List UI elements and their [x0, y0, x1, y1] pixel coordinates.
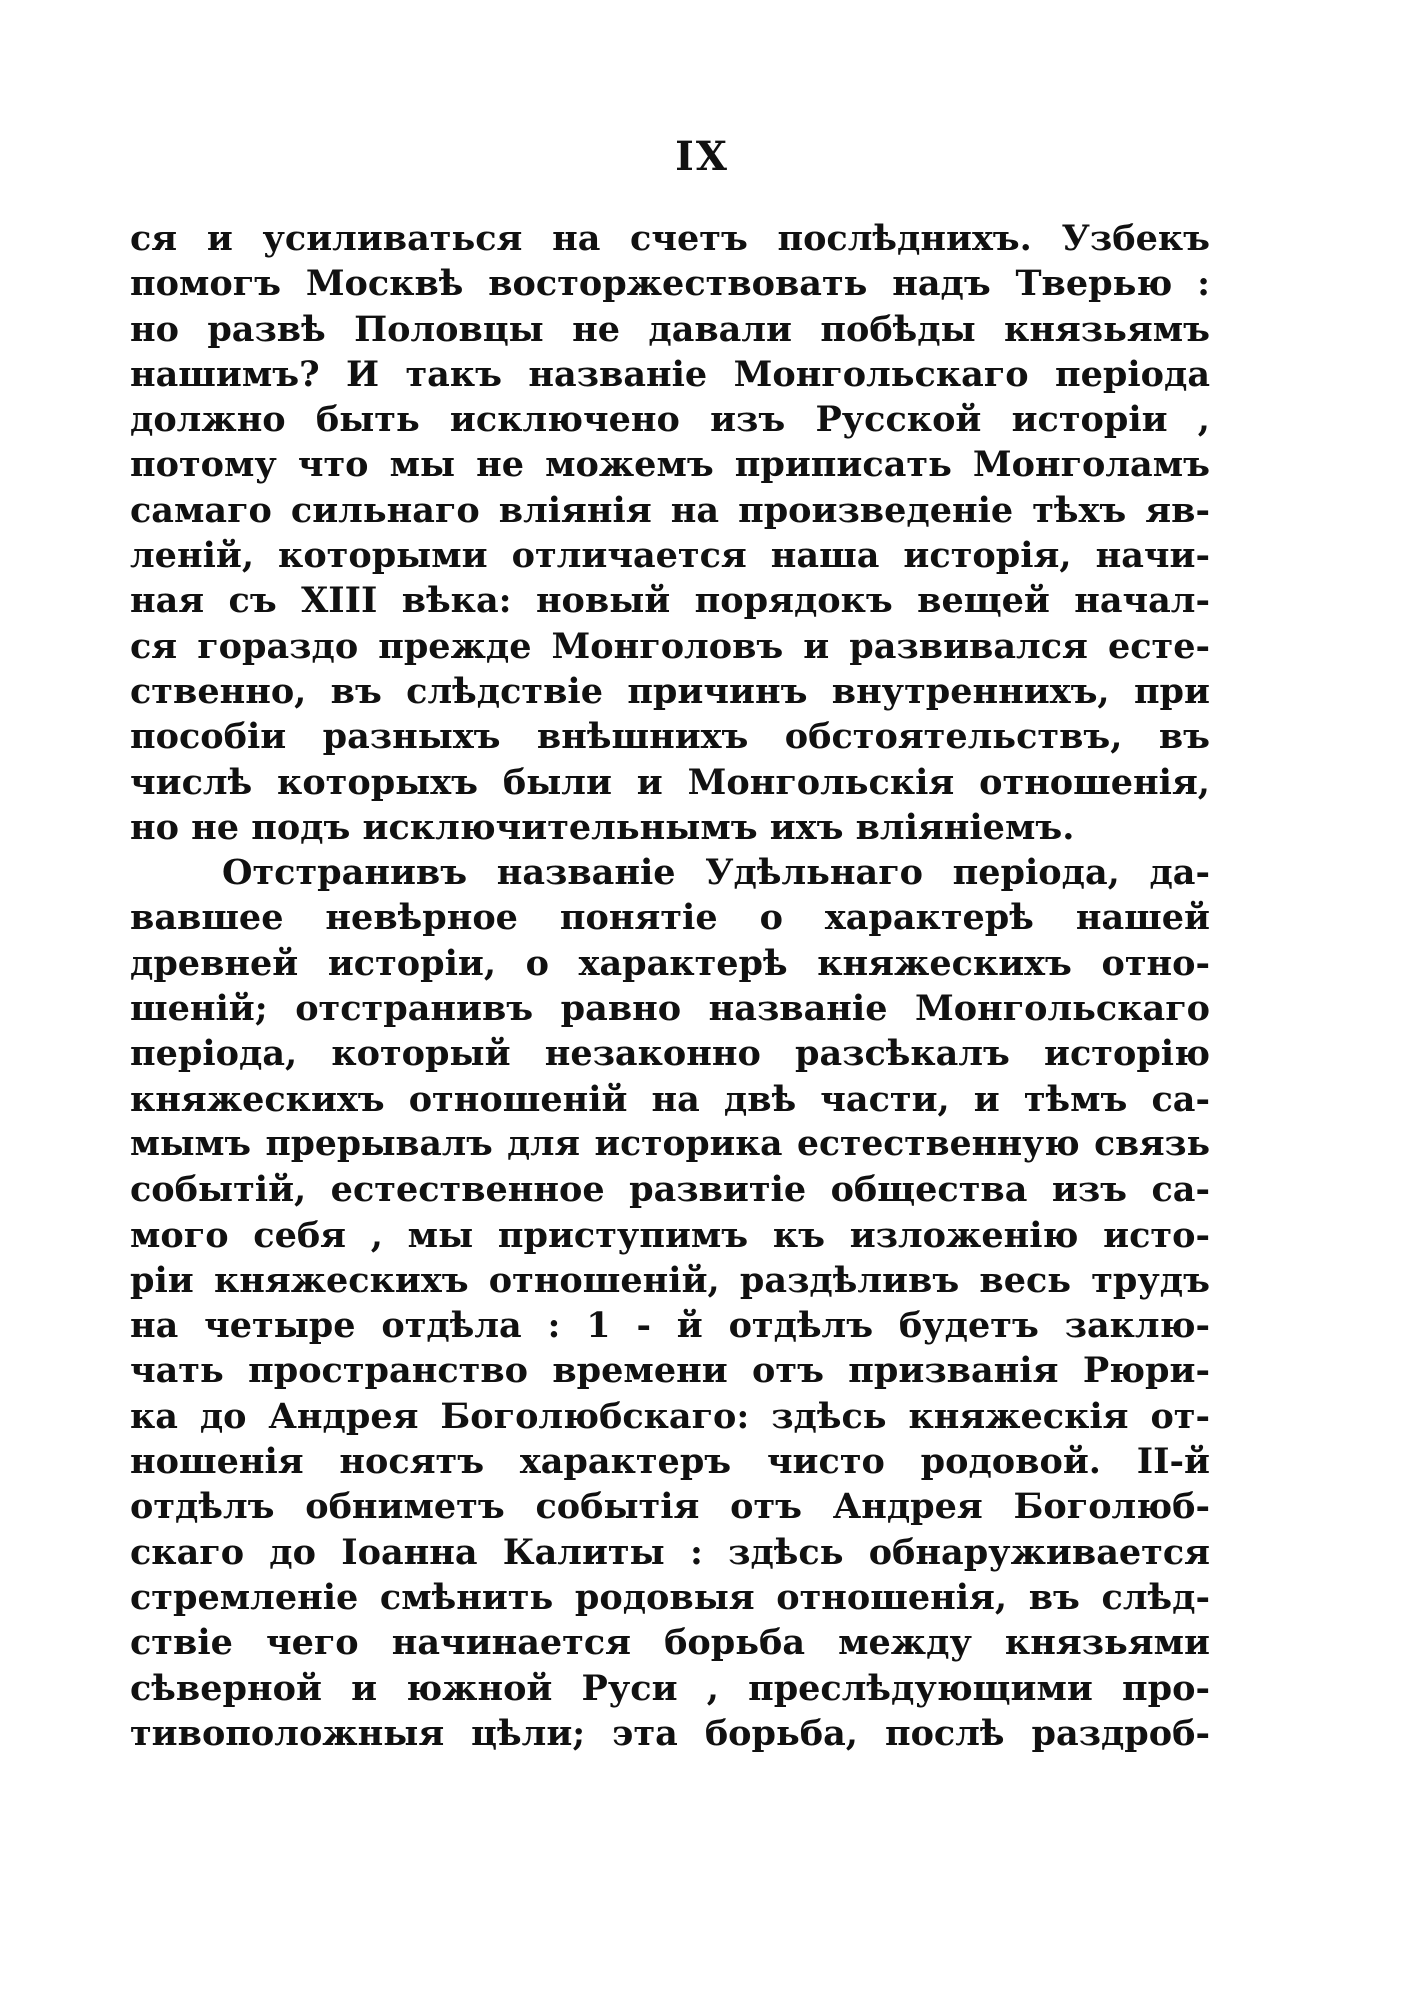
body-text	[130, 216, 1210, 1756]
text-line: сѣверной и южной Руси , преслѣдующими про-	[130, 1667, 1210, 1709]
text-line: древней исторіи, о характерѣ княжескихъ отно-	[130, 942, 1210, 984]
text-line: пособіи разныхъ внѣшнихъ обстоятельствъ, въ	[130, 716, 1210, 758]
text-line: мого себя , мы приступимъ къ изложенію исто-	[130, 1214, 1210, 1256]
text-line: ріи княжескихъ отношеній, раздѣливъ весь трудъ	[130, 1259, 1210, 1301]
text-line: ся гораздо прежде Монголовъ и развивался есте-	[130, 625, 1210, 667]
text-line: тивоположныя цѣли; эта борьба, послѣ раздроб-	[130, 1712, 1210, 1754]
text-line: шеній; отстранивъ равно названіе Монгольскаго	[130, 988, 1210, 1030]
text-line: стремленіе смѣнить родовыя отношенія, въ слѣд-	[130, 1576, 1210, 1618]
text-line: ная съ XIII вѣка: новый порядокъ вещей начал-	[130, 580, 1210, 622]
text-line: княжескихъ отношеній на двѣ части, и тѣмъ са-	[130, 1078, 1210, 1120]
text-line: нашимъ? И такъ названіе Монгольскаго періода	[130, 353, 1210, 395]
text-line: самаго сильнаго вліянія на произведеніе тѣхъ яв-	[130, 489, 1210, 531]
text-line: событій, естественное развитіе общества изъ са-	[130, 1169, 1210, 1211]
text-line: періода, который незаконно разсѣкалъ исторію	[130, 1033, 1210, 1075]
text-line: но не подъ исключительнымъ ихъ вліяніемъ.	[130, 806, 1075, 848]
text-line: леній, которыми отличается наша исторія, начи-	[130, 535, 1210, 577]
text-line: вавшее невѣрное понятіе о характерѣ нашей	[130, 897, 1210, 939]
text-line: помогъ Москвѣ восторжествовать надъ Тверью :	[130, 263, 1210, 305]
text-line: Отстранивъ названіе Удѣльнаго періода, да-	[222, 852, 1210, 894]
text-line: на четыре отдѣла : 1 - й отдѣлъ будетъ заклю-	[130, 1305, 1210, 1347]
text-line: чать пространство времени отъ призванія Рюри-	[130, 1350, 1210, 1392]
text-line: но развѣ Половцы не давали побѣды князьямъ	[130, 308, 1210, 350]
text-line: скаго до Іоанна Калиты : здѣсь обнаруживается	[130, 1531, 1210, 1573]
text-line: ка до Андрея Боголюбскаго: здѣсь княжескія от-	[130, 1395, 1210, 1437]
text-line: числѣ которыхъ были и Монгольскія отношенія,	[130, 761, 1210, 803]
text-line: ственно, въ слѣдствіе причинъ внутреннихъ, при	[130, 670, 1210, 712]
text-line: должно быть исключено изъ Русской исторіи ,	[130, 399, 1210, 441]
page-number: IX	[675, 133, 729, 180]
text-line: ношенія носятъ характеръ чисто родовой. II-й	[130, 1441, 1210, 1483]
text-line: потому что мы не можемъ приписать Монголамъ	[130, 444, 1210, 486]
text-line: ся и усиливаться на счетъ послѣднихъ. Узбекъ	[130, 218, 1210, 259]
text-line: ствіе чего начинается борьба между князьями	[130, 1622, 1210, 1664]
text-line: мымъ прерывалъ для историка естественную связь	[130, 1123, 1210, 1164]
text-line: отдѣлъ обниметъ событія отъ Андрея Боголюб-	[130, 1486, 1210, 1528]
